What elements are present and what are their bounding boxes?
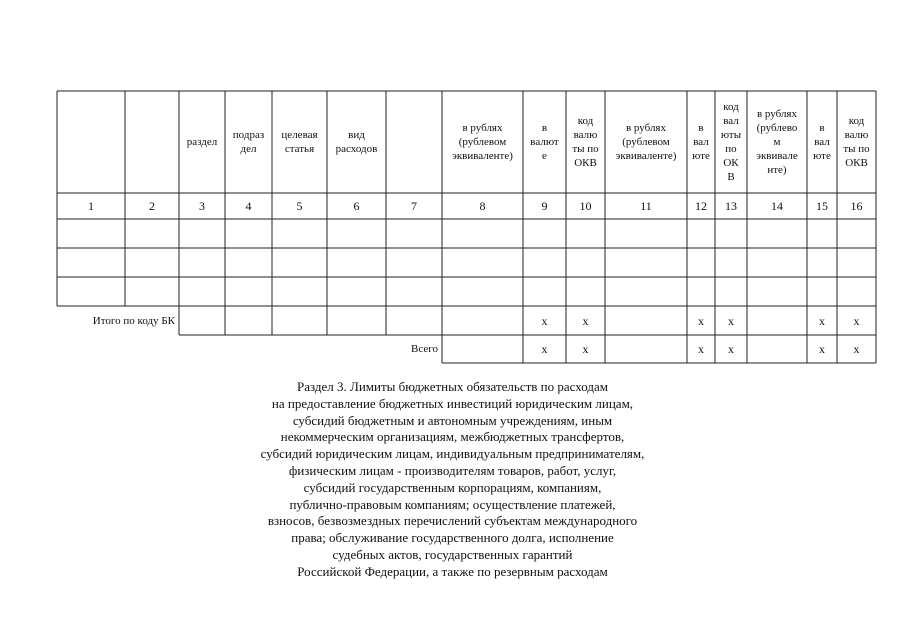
header-cell: код валю ты по ОКВ [572,115,599,169]
header-cell: в рублях (рублевом эквиваленте) [615,122,677,162]
x-mark: x [728,342,734,356]
column-number: 9 [541,199,548,213]
column-number: 2 [149,199,155,213]
column-number: 1 [88,199,94,213]
x-mark: x [819,342,825,356]
header-cell: в вал юте [692,122,710,162]
x-mark: x [582,313,589,328]
column-number: 12 [695,199,707,213]
header-cell: в рублях (рублевом эквиваленте) [452,122,513,162]
header-cell: раздел [186,136,218,148]
header-cell: код валю ты по ОКВ [843,115,870,169]
x-mark: x [698,342,704,356]
column-number: 8 [479,199,486,213]
column-number: 16 [850,199,863,213]
x-mark: x [819,313,825,328]
x-mark: x [728,313,734,328]
grand-total-label: Всего [411,343,438,355]
column-number: 7 [411,199,417,213]
x-mark: x [853,342,860,356]
header-cell: код вал юты по ОК В [720,101,742,183]
column-number: 3 [199,199,205,213]
column-number: 4 [245,199,252,213]
header-cell: в вал юте [813,122,831,162]
header-cell: в валют е [530,122,559,162]
header-cell: вид расходов [335,129,378,155]
section-heading: Раздел 3. Лимиты бюджетных обязательств по расходам на предоставление бюджетных инвестиций юридическим лицам, субсидий бюджетным и автономным учреждениям, иным некоммерческим организациям, межбюджетных трансфертов, субсидий юридическим лицам, индивидуальным предпринимателям, физическим лицам - производителям товаров, работ, услуг, субсидий государственным корпорациям, компаниям, публично-правовым компаниям; осуществление платежей, взносов, безвозмездных перечислений субъектам международного права; обслуживание государственного долга, исполнение судебных актов, государственных гарантий Российской Федерации, а также по резервным расходам [260,379,645,579]
column-number: 15 [816,199,828,213]
column-number: 10 [579,199,592,213]
column-number: 13 [725,199,737,213]
x-mark: x [582,342,589,356]
column-number: 6 [353,199,360,213]
x-mark: x [541,313,548,328]
x-mark: x [853,313,860,328]
x-mark: x [698,313,704,328]
column-number: 14 [771,199,783,213]
column-number: 11 [640,199,652,213]
header-cell: в рублях (рублево м эквивале нте) [756,108,798,176]
total-by-bk-label: Итого по коду БК [92,314,175,327]
column-number: 5 [296,199,303,213]
x-mark: x [541,342,548,356]
header-cell: подраз дел [232,129,265,155]
header-cell: целевая статья [281,129,318,155]
